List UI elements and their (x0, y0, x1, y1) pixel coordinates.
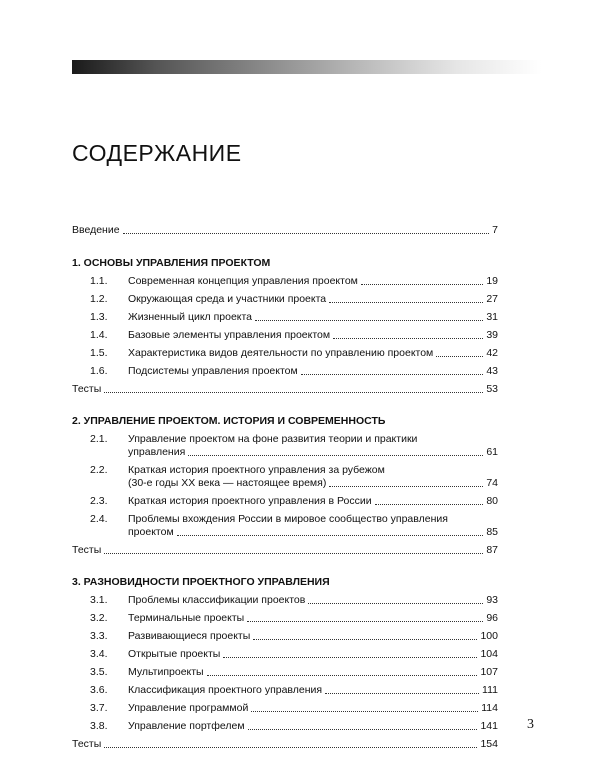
entry-title: Классификация проектного управления (128, 684, 323, 696)
chapter-1 (72, 257, 498, 396)
toc-entry-tests[interactable] (72, 383, 498, 396)
entry-page: 114 (481, 702, 498, 714)
entry-number: 2.3. (90, 495, 108, 507)
leader-dots (104, 553, 483, 554)
entry-title: Жизненный цикл проекта (128, 311, 253, 323)
entry-number: 3.4. (90, 648, 108, 660)
entry-page: 93 (486, 594, 498, 606)
entry-number: 3.6. (90, 684, 108, 696)
page-number: 3 (527, 717, 534, 732)
toc-entry[interactable] (72, 329, 498, 342)
leader-dots (223, 657, 477, 658)
chapter-3 (72, 576, 498, 751)
toc-entry[interactable] (72, 666, 498, 679)
leader-dots (248, 729, 478, 730)
entry-page: 80 (486, 495, 498, 507)
toc-entry[interactable] (72, 365, 498, 378)
toc-entry[interactable] (72, 464, 498, 490)
leader-dots (255, 320, 483, 321)
entry-page: 39 (486, 329, 498, 341)
leader-dots (436, 356, 483, 357)
chapter-title[interactable]: 3. РАЗНОВИДНОСТИ ПРОЕКТНОГО УПРАВЛЕНИЯ (72, 576, 330, 588)
entry-number: 2.4. (90, 513, 108, 525)
entry-page: 87 (486, 544, 498, 556)
toc-entry[interactable] (72, 648, 498, 661)
entry-number: 3.7. (90, 702, 108, 714)
leader-dots (247, 621, 483, 622)
entry-title: Терминальные проекты (128, 612, 245, 624)
entry-title: Подсистемы управления проектом (128, 365, 298, 377)
toc-entry[interactable] (72, 594, 498, 607)
entry-title-line1: Краткая история проектного управления за рубежом (128, 464, 385, 476)
entry-title: Базовые элементы управления проектом (128, 329, 331, 341)
leader-dots (123, 233, 490, 234)
entry-page: 42 (486, 347, 498, 359)
toc-entry[interactable] (72, 311, 498, 324)
toc-entry[interactable] (72, 495, 498, 508)
leader-dots (329, 486, 483, 487)
toc-entry[interactable] (72, 433, 498, 459)
entry-number: 1.6. (90, 365, 108, 377)
entry-title: Тесты (72, 738, 102, 750)
entry-number: 3.1. (90, 594, 108, 606)
toc-entry[interactable] (72, 513, 498, 539)
toc-entry[interactable] (72, 684, 498, 697)
entry-title: Современная концепция управления проектом (128, 275, 358, 287)
entry-number: 1.1. (90, 275, 108, 287)
entry-number: 1.2. (90, 293, 108, 305)
entry-title-line2: управления (128, 446, 186, 458)
entry-page: 19 (486, 275, 498, 287)
entry-title: Введение (72, 224, 120, 236)
leader-dots (361, 284, 483, 285)
entry-page: 107 (480, 666, 498, 678)
entry-title-line1: Проблемы вхождения России в мировое сообщество управления (128, 513, 448, 525)
entry-number: 1.3. (90, 311, 108, 323)
entry-page: 85 (486, 526, 498, 538)
entry-number: 2.2. (90, 464, 108, 476)
entry-title: Окружающая среда и участники проекта (128, 293, 327, 305)
page-title: СОДЕРЖАНИЕ (72, 140, 242, 166)
toc-entry[interactable] (72, 275, 498, 288)
entry-number: 2.1. (90, 433, 108, 445)
toc-entry-intro[interactable] (72, 224, 498, 237)
leader-dots (104, 747, 477, 748)
toc-entry[interactable] (72, 702, 498, 715)
entry-page: 61 (486, 446, 498, 458)
leader-dots (251, 711, 478, 712)
entry-title: Характеристика видов деятельности по управлению проектом (128, 347, 434, 359)
toc-entry[interactable] (72, 293, 498, 306)
leader-dots (253, 639, 477, 640)
entry-title: Краткая история проектного управления в России (128, 495, 372, 507)
entry-page: 96 (486, 612, 498, 624)
entry-title: Управление портфелем (128, 720, 245, 732)
toc-entry[interactable] (72, 630, 498, 643)
entry-page: 7 (492, 224, 498, 236)
toc-entry[interactable] (72, 720, 498, 733)
entry-page: 53 (486, 383, 498, 395)
entry-title: Тесты (72, 383, 102, 395)
entry-page: 104 (480, 648, 498, 660)
chapter-title[interactable]: 2. УПРАВЛЕНИЕ ПРОЕКТОМ. ИСТОРИЯ И СОВРЕМЕННОСТЬ (72, 415, 386, 427)
leader-dots (333, 338, 483, 339)
entry-title-line1: Управление проектом на фоне развития теории и практики (128, 433, 418, 445)
toc-entry[interactable] (72, 347, 498, 360)
leader-dots (177, 535, 484, 536)
header-gradient-bar (72, 60, 542, 74)
entry-page: 111 (482, 684, 498, 696)
entry-title: Тесты (72, 544, 102, 556)
chapter-title[interactable]: 1. ОСНОВЫ УПРАВЛЕНИЯ ПРОЕКТОМ (72, 257, 271, 269)
entry-title: Управление программой (128, 702, 249, 714)
leader-dots (188, 455, 483, 456)
entry-page: 74 (486, 477, 498, 489)
toc-entry[interactable] (72, 612, 498, 625)
entry-page: 27 (486, 293, 498, 305)
entry-number: 3.8. (90, 720, 108, 732)
leader-dots (329, 302, 483, 303)
entry-title-line2: проектом (128, 526, 174, 538)
leader-dots (207, 675, 478, 676)
leader-dots (301, 374, 484, 375)
entry-page: 141 (480, 720, 498, 732)
entry-title: Проблемы классификации проектов (128, 594, 306, 606)
entry-page: 31 (486, 311, 498, 323)
entry-title: Развивающиеся проекты (128, 630, 251, 642)
entry-title: Открытые проекты (128, 648, 221, 660)
entry-page: 100 (480, 630, 498, 642)
toc-entry-tests[interactable] (72, 544, 498, 557)
entry-number: 3.2. (90, 612, 108, 624)
chapter-2 (72, 415, 498, 557)
leader-dots (104, 392, 483, 393)
entry-number: 1.5. (90, 347, 108, 359)
entry-number: 3.3. (90, 630, 108, 642)
table-of-contents (72, 224, 498, 770)
entry-title-line2: (30-е годы XX века — настоящее время) (128, 477, 327, 489)
entry-title: Мультипроекты (128, 666, 204, 678)
toc-entry-tests[interactable] (72, 738, 498, 751)
entry-page: 154 (480, 738, 498, 750)
leader-dots (308, 603, 483, 604)
leader-dots (375, 504, 484, 505)
entry-page: 43 (486, 365, 498, 377)
entry-number: 1.4. (90, 329, 108, 341)
leader-dots (325, 693, 479, 694)
entry-number: 3.5. (90, 666, 108, 678)
